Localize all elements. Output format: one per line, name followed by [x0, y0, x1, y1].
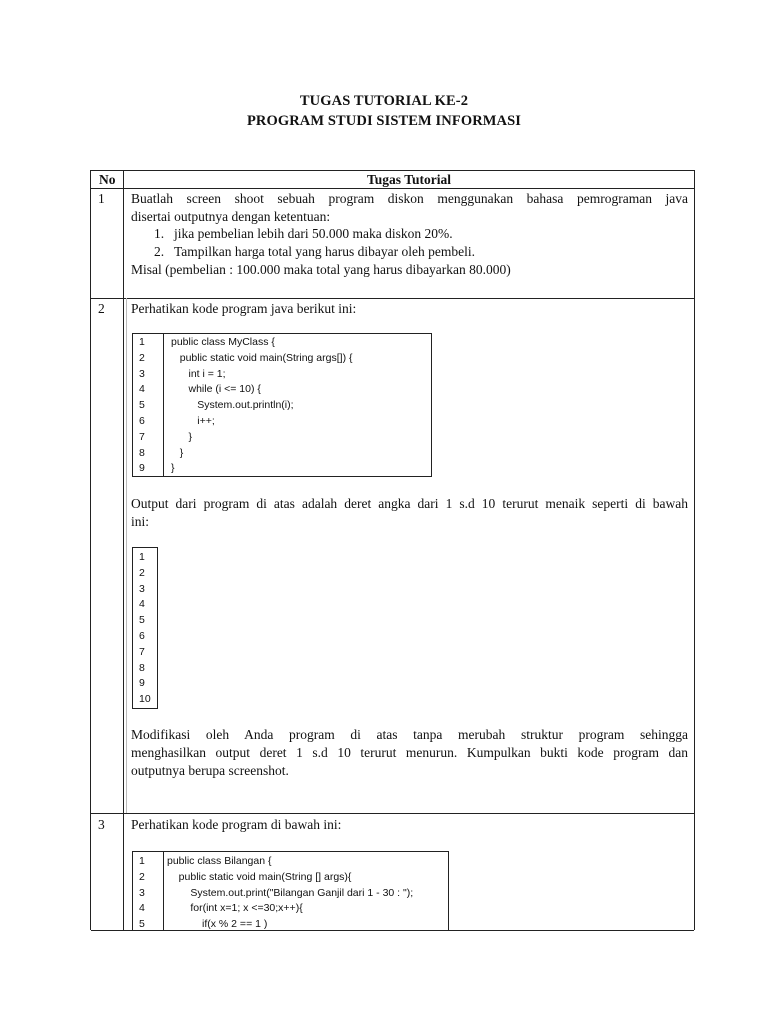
code-line-number: 2: [139, 870, 145, 883]
code-line-number: 4: [139, 383, 145, 396]
tutorial-table: [90, 170, 695, 930]
code-line-text: }: [171, 462, 175, 475]
code-line-text: if(x % 2 == 1 ): [167, 918, 268, 931]
code-line-text: int i = 1;: [171, 367, 226, 380]
row-2-modify-line1: Modifikasi oleh Anda program di atas tanpa merubah struktur program sehingga: [131, 727, 688, 742]
output-box-ascending: [132, 547, 158, 709]
row-1-item-2-number: 2.: [154, 244, 165, 259]
header-tugas-tutorial: Tugas Tutorial: [367, 172, 451, 187]
output-line: 8: [139, 661, 145, 674]
code-line-number-column: [133, 852, 164, 931]
row-2-output-desc-line2: ini:: [131, 514, 150, 529]
row-1-item-2-text: Tampilkan harga total yang harus dibayar oleh pembeli.: [174, 244, 475, 259]
output-line: 10: [139, 693, 151, 706]
output-line: 9: [139, 677, 145, 690]
output-line: 4: [139, 598, 145, 611]
document-subtitle: PROGRAM STUDI SISTEM INFORMASI: [246, 113, 522, 129]
code-line-text: while (i <= 10) {: [171, 383, 261, 396]
row-2-modify-line2: menghasilkan output deret 1 s.d 10 terurut menurun. Kumpulkan bukti kode program dan: [131, 745, 688, 760]
code-line-number: 4: [139, 902, 145, 915]
row-divider-2: [91, 813, 694, 814]
code-line-number: 2: [139, 351, 145, 364]
code-box-myclass: [132, 333, 432, 477]
row-divider-1: [91, 298, 694, 299]
output-line: 3: [139, 582, 145, 595]
code-line-number: 9: [139, 462, 145, 475]
row-1-number: 1: [98, 191, 105, 206]
code-line-number: 5: [139, 918, 145, 931]
row-2-number: 2: [98, 301, 105, 316]
row-1-example: Misal (pembelian : 100.000 maka total yang harus dibayarkan 80.000): [131, 262, 511, 277]
code-line-text: }: [171, 430, 193, 443]
code-line-number: 3: [139, 367, 145, 380]
row-2-output-desc-line1: Output dari program di atas adalah deret angka dari 1 s.d 10 terurut menaik seperti di bawah: [131, 496, 688, 511]
row-1-intro-line2: disertai outputnya dengan ketentuan:: [131, 209, 331, 224]
output-line: 7: [139, 645, 145, 658]
output-line: 1: [139, 551, 145, 563]
row-3-intro: Perhatikan kode program di bawah ini:: [131, 817, 342, 832]
document-title: TUGAS TUTORIAL KE-2: [299, 93, 469, 109]
row-1-intro-line1: Buatlah screen shoot sebuah program diskon menggunakan bahasa pemrograman java: [131, 191, 688, 206]
code-line-text: i++;: [171, 415, 215, 427]
code-line-number: 5: [139, 399, 145, 412]
header-no: No: [99, 172, 116, 187]
code-line-number: 1: [139, 336, 145, 348]
code-line-text: public static void main(String args[]) {: [171, 351, 353, 364]
code-line-number: 3: [139, 886, 145, 899]
code-line-number: 6: [139, 415, 145, 427]
row-3-number: 3: [98, 817, 105, 832]
output-line: 5: [139, 614, 145, 627]
code-line-number: 1: [139, 855, 145, 867]
code-line-number-column: [133, 334, 164, 476]
code-line-text: System.out.print("Bilangan Ganjil dari 1 - 30 : ");: [167, 886, 414, 899]
code-line-text: for(int x=1; x <=30;x++){: [167, 902, 303, 915]
row-2-intro: Perhatikan kode program java berikut ini:: [131, 301, 357, 316]
output-line: 2: [139, 566, 145, 579]
code-line-text: }: [171, 446, 184, 459]
code-line-text: public class MyClass {: [171, 336, 275, 348]
row-1-item-1-number: 1.: [154, 226, 165, 241]
code-line-text: System.out.println(i);: [171, 399, 294, 412]
column-divider: [123, 171, 124, 930]
code-box-bilangan: [132, 851, 449, 931]
output-line: 6: [139, 630, 145, 642]
code-line-text: public static void main(String [] args){: [167, 870, 352, 883]
column-divider-inner: [126, 298, 127, 813]
row-1-item-1-text: jika pembelian lebih dari 50.000 maka diskon 20%.: [174, 226, 453, 241]
code-line-number: 8: [139, 446, 145, 459]
code-line-number: 7: [139, 430, 145, 443]
row-2-modify-line3: outputnya berupa screenshot.: [131, 763, 289, 778]
code-line-text: public class Bilangan {: [167, 855, 272, 867]
